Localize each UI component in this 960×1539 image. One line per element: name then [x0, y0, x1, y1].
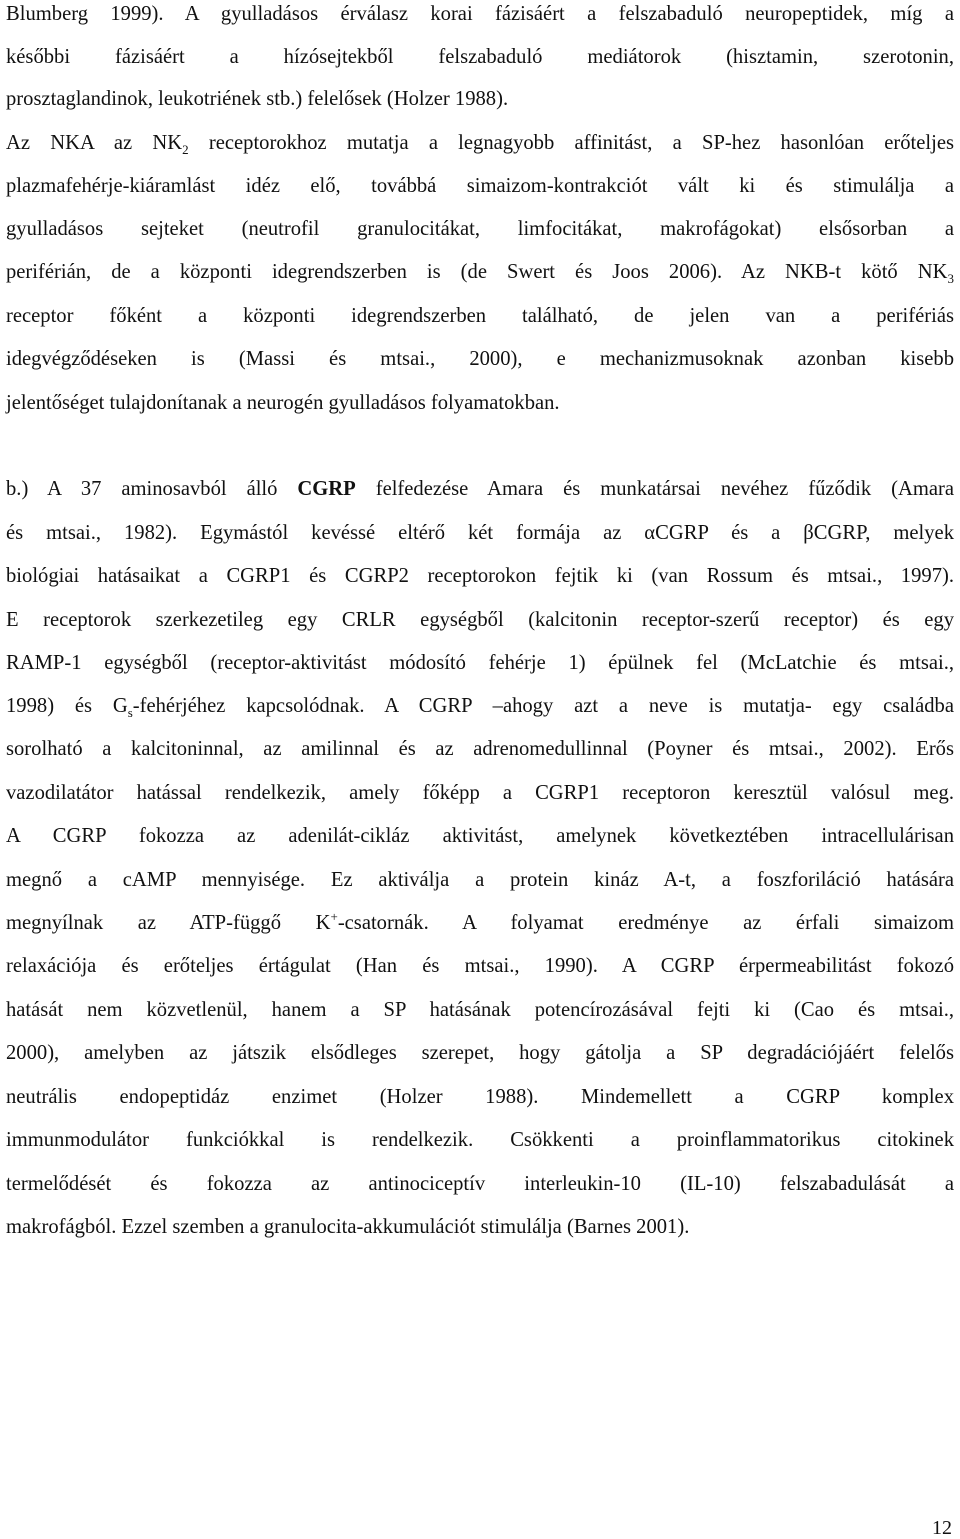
text-segment: periférián, de a központi idegrendszerben is (de Swert és Joos 2006). Az NKB-t kötő NK [6, 261, 948, 283]
text-line-2 [6, 45, 954, 69]
text-segment: Az NKA az NK [6, 132, 183, 154]
text-line-19 [6, 824, 954, 848]
text-segment: megnyílnak az ATP-függő K [6, 912, 331, 934]
text-segment: későbbi fázisáért a hízósejtekből felszabaduló mediátorok (hisztamin, szerotonin, [6, 46, 954, 68]
text-segment: plazmafehérje-kiáramlást idéz elő, továbbá simaizom-kontrakciót vált ki és stimulálja a [6, 175, 954, 197]
text-segment: receptor főként a központi idegrendszerben található, de jelen van a perifériás [6, 305, 954, 327]
text-segment: sorolható a kalcitoninnal, az amilinnal és az adrenomedullinnal (Poyner és mtsai., 2002). Erős [6, 738, 954, 760]
text-line-8 [6, 304, 954, 328]
text-line-24 [6, 1041, 954, 1065]
text-line-17 [6, 737, 954, 761]
superscript: + [330, 909, 338, 925]
text-segment: biológiai hatásaikat a CGRP1 és CGRP2 receptorokon fejtik ki (van Rossum és mtsai., 1997). [6, 565, 954, 587]
text-line-1 [6, 2, 954, 26]
text-segment: felfedezése Amara és munkatársai nevéhez fűződik (Amara [355, 478, 954, 500]
text-line-10 [6, 391, 954, 415]
text-segment: receptorokhoz mutatja a legnagyobb affinitást, a SP-hez hasonlóan erőteljes [188, 132, 955, 154]
text-line-11 [6, 477, 954, 501]
subscript: 2 [182, 142, 189, 158]
text-segment: makrofágból. Ezzel szemben a granulocita-akkumulációt stimulálja (Barnes 2001). [6, 1216, 690, 1238]
text-line-23 [6, 998, 954, 1022]
text-segment: megnő a cAMP mennyisége. Ez aktiválja a protein kináz A-t, a foszforiláció hatására [6, 869, 954, 891]
subscript: 3 [947, 271, 954, 287]
text-segment: RAMP-1 egységből (receptor-aktivitást módosító fehérje 1) épülnek fel (McLatchie és mtsai., [6, 652, 954, 674]
subscript: s [127, 705, 133, 721]
text-segment: jelentőséget tulajdonítanak a neurogén gyulladásos folyamatokban. [6, 392, 560, 414]
text-segment: neutrális endopeptidáz enzimet (Holzer 1988). Mindemellett a CGRP komplex [6, 1086, 954, 1108]
text-line-12 [6, 521, 954, 545]
text-line-16 [6, 694, 954, 721]
text-segment: -fehérjéhez kapcsolódnak. A CGRP –ahogy azt a neve is mutatja- egy családba [132, 695, 954, 717]
text-line-18 [6, 781, 954, 805]
text-line-13 [6, 564, 954, 588]
text-segment: relaxációja és erőteljes értágulat (Han és mtsai., 1990). A CGRP érpermeabilitást fokozó [6, 955, 954, 977]
text-segment: immunmodulátor funkciókkal is rendelkezik. Csökkenti a proinflammatorikus citokinek [6, 1129, 954, 1151]
text-segment: termelődését és fokozza az antinociceptív interleukin-10 (IL-10) felszabadulását a [6, 1173, 954, 1195]
text-segment: hatását nem közvetlenül, hanem a SP hatásának potencírozásával fejti ki (Cao és mtsai., [6, 999, 954, 1021]
text-line-15 [6, 651, 954, 675]
text-segment: b.) A 37 aminosavból álló [6, 478, 298, 500]
bold-term: CGRP [297, 478, 356, 500]
text-line-14 [6, 608, 954, 632]
text-segment: Blumberg 1999). A gyulladásos érválasz korai fázisáért a felszabaduló neuropeptidek, míg a [6, 3, 954, 25]
text-line-9 [6, 347, 954, 371]
text-line-3 [6, 87, 954, 111]
text-line-21 [6, 911, 954, 935]
text-line-6 [6, 217, 954, 241]
text-line-27 [6, 1172, 954, 1196]
text-segment: gyulladásos sejteket (neutrofil granulocitákat, limfocitákat, makrofágokat) elsősorban a [6, 218, 954, 240]
text-segment: 2000), amelyben az játszik elsődleges szerepet, hogy gátolja a SP degradációjáért felelős [6, 1042, 954, 1064]
text-segment: A CGRP fokozza az adenilát-cikláz aktivitást, amelynek következtében intracellulárisan [6, 825, 954, 847]
text-line-7 [6, 260, 954, 287]
text-line-20 [6, 868, 954, 892]
text-line-22 [6, 954, 954, 978]
text-line-28 [6, 1215, 954, 1239]
text-segment: vazodilatátor hatással rendelkezik, amely főképp a CGRP1 receptoron keresztül valósul meg. [6, 782, 954, 804]
text-segment: és mtsai., 1982). Egymástól kevéssé eltérő két formája az αCGRP és a βCGRP, melyek [6, 522, 954, 544]
page-number: 12 [932, 1517, 952, 1539]
text-segment: 1998) és G [6, 695, 128, 717]
text-segment: -csatornák. A folyamat eredménye az érfali simaizom [337, 912, 955, 934]
text-segment: E receptorok szerkezetileg egy CRLR egységből (kalcitonin receptor-szerű receptor) és egy [6, 609, 954, 631]
text-segment: prosztaglandinok, leukotriének stb.) felelősek (Holzer 1988). [6, 88, 509, 110]
text-line-5 [6, 174, 954, 198]
text-line-26 [6, 1128, 954, 1152]
text-line-4 [6, 131, 955, 158]
text-segment: idegvégződéseken is (Massi és mtsai., 2000), e mechanizmusoknak azonban kisebb [6, 348, 954, 370]
text-line-25 [6, 1085, 954, 1109]
